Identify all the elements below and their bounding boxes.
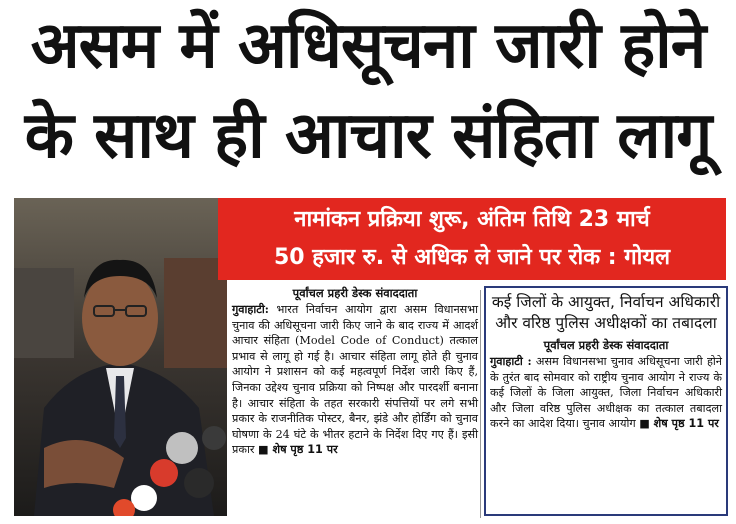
headline-line-1: असम में अधिसूचना जारी होने [30,9,706,83]
backdrop-panel [14,268,74,358]
story-location: गुवाहाटी: [232,302,269,316]
banner-line-2: 50 हजार रु. से अधिक ले जाने पर रोक : गोयल [273,245,671,270]
boxed-story-heading: कई जिलों के आयुक्त, निर्वाचन अधिकारी और वरिष्ठ पुलिस अधीक्षकों का तबादला [491,293,721,332]
subheadline-banner [218,198,726,280]
necktie [114,376,126,448]
face [82,270,158,366]
microphone-3 [184,468,214,498]
news-photo [14,198,227,516]
story-byline: पूर्वांचल प्रहरी डेस्क संवाददाता [292,286,418,300]
boxed-story-continued: ■ शेष पृष्ठ 11 पर [639,417,719,431]
story-text: भारत निर्वाचन आयोग द्वारा असम विधानसभा चुनाव की अधिसूचना जारी किए जाने के बाद राज्य में आदर्श आचार संहिता (Model Code of Conduct) तत्काल प्रभाव से लागू हो गई है। आचार संहिता लागू होते ही चुनाव आयोग ने प्रशासन को कई महत्वपूर्ण निर्देश जारी किए हैं, जिनका उद्देश्य चुनाव प्रक्रिया को निष्पक्ष और पारदर्शी बनाना है। आचार संहिता के तहत सरकारी संपत्तियों पर लगे सभी प्रकार के राजनीतिक पोस्टर, बैनर, झंडे और होर्डिंग को चुनाव घोषणा के 24 घंटे के भीतर हटाने के निर्देश दिए गए हैं। इसी प्रकार [232,303,478,457]
microphone-1 [166,432,198,464]
boxed-story-location: गुवाहाटी : [490,354,532,368]
microphone-5 [202,426,226,450]
microphone-2 [150,459,178,487]
story-continued: ■ शेष पृष्ठ 11 पर [258,443,338,457]
boxed-story-byline: पूर्वांचल प्रहरी डेस्क संवाददाता [543,338,669,352]
main-story [232,284,478,520]
story-body [232,302,478,458]
boxed-story-body [486,354,726,432]
banner-line-1: नामांकन प्रक्रिया शुरू, अंतिम तिथि 23 मार्च [294,207,650,232]
headline [0,0,736,190]
speaker-photo-illustration [14,198,227,516]
column-divider [480,290,481,518]
boxed-story-text: असम विधानसभा चुनाव अधिसूचना जारी होने के तुरंत बाद सोमवार को राष्ट्रीय चुनाव आयोग ने राज्य के कई जिलों के जिला आयुक्त, जिला निर्वाचन अधिकारी और जिला वरिष्ठ पुलिस अधीक्षक का तत्काल तबादला करने का आदेश दिया। चुनाव आयोग [490,355,722,431]
headline-line-2: के साथ ही आचार संहिता लागू [24,99,712,173]
microphone-4 [131,485,157,511]
boxed-story [484,286,728,516]
